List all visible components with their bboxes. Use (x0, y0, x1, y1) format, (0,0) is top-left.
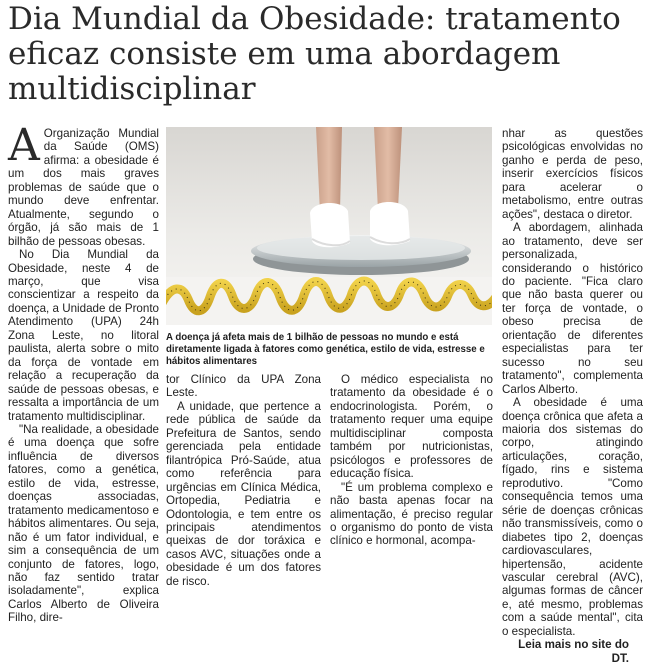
read-more-note: Leia mais no site do DT. (518, 638, 629, 665)
photo-caption: A doença já afeta mais de 1 bilhão de pessoas no mundo e está diretamente ligada à fatores como genética, estilo de vida, estresse e hábitos alimentares (166, 332, 485, 367)
paragraph: No Dia Mundial da Obesidade, neste 4 de março, que visa conscientizar a respeito da doença, a Unidade de Pronto Atendimento (UPA) 24h Zona Leste, no litoral paulista, alerta sobre o mito da força de vontade em relação a recuperação da saúde de pessoas obesas, e ressalta a importância de um tratamento multidisciplinar. (8, 248, 159, 423)
article-column-1 (8, 120, 159, 625)
article-column-3 (330, 373, 493, 548)
paragraph: nhar as questões psicológicas envolvidas no ganho e perda de peso, inserir exercícios físicos para acelerar o metabolismo, entre outras ações", destaca o diretor. (502, 127, 643, 221)
article-column-4 (502, 127, 643, 665)
paragraph: tor Clínico da UPA Zona Leste. (166, 373, 321, 400)
paragraph: O médico especialista no tratamento da obesidade é o endocrinologista. Porém, o tratamento requer uma equipe multidisciplinar composta também por nutricionistas, psicólogos e professores de educação física. (330, 373, 493, 481)
drop-cap: A (8, 120, 40, 171)
article-column-2 (166, 373, 321, 588)
paragraph: A abordagem, alinhada ao tratamento, deve ser personalizada, considerando o histórico do paciente. "Fica claro que não basta querer ou ter força de vontade, o obeso precisa de orientação de diferentes especialistas para ter sucesso no seu tratamento", complementa Carlos Alberto. (502, 221, 643, 396)
article-photo (166, 127, 492, 325)
paragraph: A unidade, que pertence a rede pública de saúde da Prefeitura de Santos, sendo gerenciada pela entidade filantrópica Pró-Saúde, atua como referência para urgências em Clínica Médica, Ortopedia, Pediatria e Odontologia, e tem entre os principais atendimentos queixas de dor toráxica e casos AVC, situações onde a obesidade é um dos fatores de risco. (166, 399, 321, 588)
paragraph: Organização Mundial da Saúde (OMS) afirma: a obesidade é um dos mais graves problemas de saúde que o mundo deve enfrentar. Atualmente, segundo o órgão, já são mais de 1 bilhão de pessoas obesas. (8, 127, 159, 248)
paragraph: "É um problema complexo e não basta apenas focar na alimentação, é preciso regular o organismo do ponto de vista clínico e hormonal, acompa- (330, 480, 493, 548)
paragraph: A obesidade é uma doença crônica que afeta a maioria dos sistemas do corpo, atingindo articulações, coração, fígado, rins e sistema reprodutivo. "Como consequência temos uma série de doenças crônicas não transmissíveis, como o diabetes tipo 2, doenças cardiovasculares, hipertensão, acidente vascular cerebral (AVC), algumas formas de câncer e, até mesmo, problemas com a saúde mental", cita o especialista. (502, 396, 643, 638)
paragraph: "Na realidade, a obesidade é uma doença que sofre influência de diversos fatores, como a genética, estilo de vida, estresse, doenças associadas, tratamento medicamentoso e hábitos alimentares. Ou seja, não é um fator individual, e sim a consequência de um conjunto de fatores, logo, não faz sentido tratar isoladamente", explica Carlos Alberto de Oliveira Filho, dire- (8, 422, 159, 625)
article-headline: Dia Mundial da Obesidade: tratamento eficaz consiste em uma abordagem multidisciplinar (8, 1, 621, 107)
